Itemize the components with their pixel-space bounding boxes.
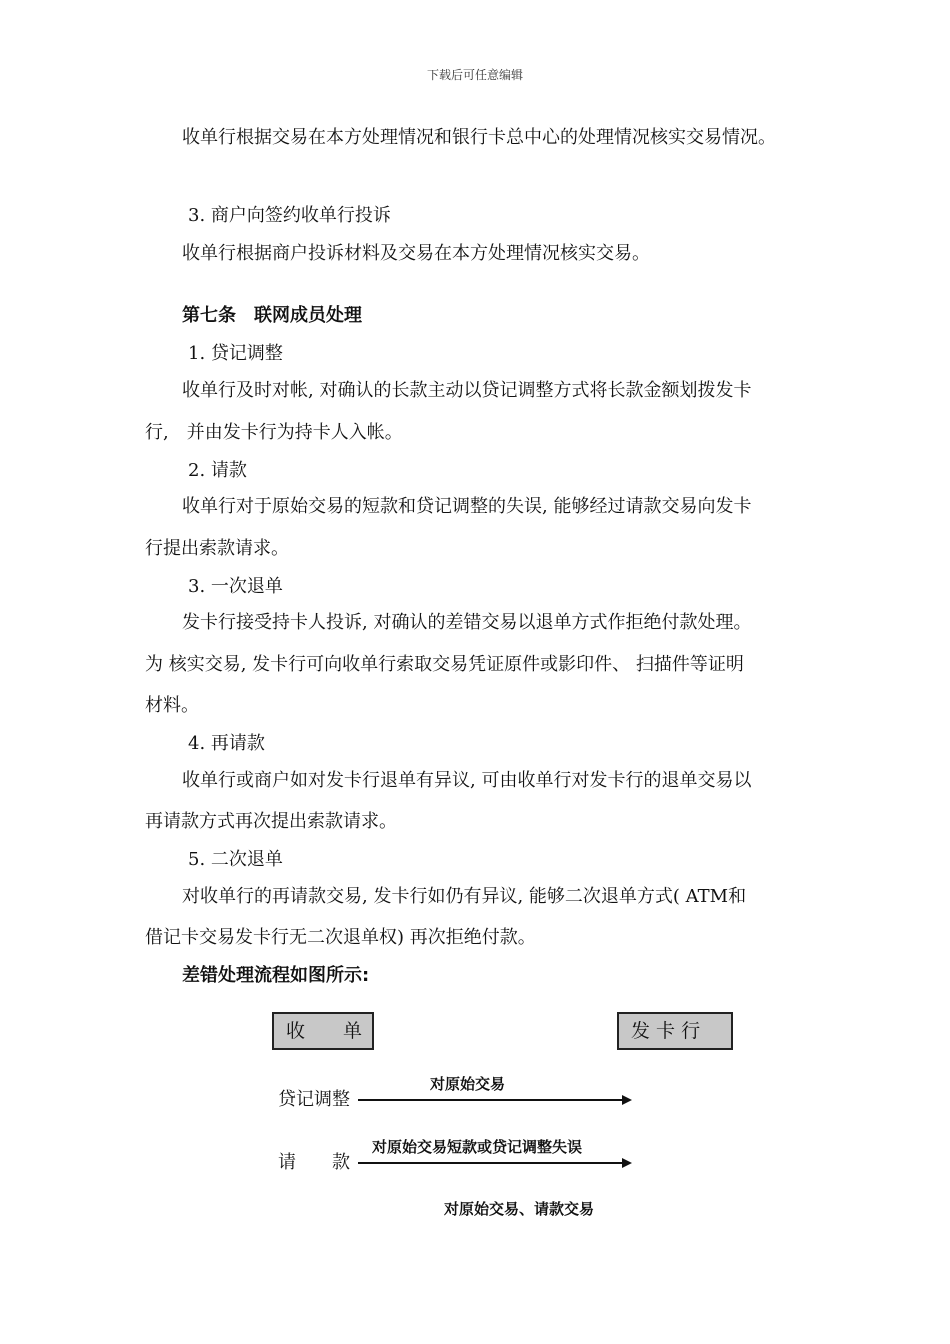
item-heading: 3. 一次退单: [188, 576, 283, 597]
page-header: 下载后可任意编辑: [426, 68, 523, 82]
flow-arrow-label: 对原始交易: [430, 1075, 506, 1093]
item-heading: 4. 再请款: [188, 733, 265, 754]
arrow-head-icon: [622, 1158, 632, 1168]
flow-arrow-line: [358, 1099, 624, 1101]
paragraph-line: 收单行对于原始交易的短款和贷记调整的失误, 能够经过请款交易向发卡: [182, 496, 752, 517]
paragraph-line: 发卡行接受持卡人投诉, 对确认的差错交易以退单方式作拒绝付款处理。: [182, 612, 752, 633]
paragraph-line: 收单行根据交易在本方处理情况和银行卡总中心的处理情况核实交易情况。: [182, 127, 776, 148]
item-heading: 2. 请款: [188, 460, 247, 481]
item-heading: 1. 贷记调整: [188, 343, 283, 364]
diagram-caption: 差错处理流程如图所示:: [182, 965, 370, 986]
flow-arrow-label: 对原始交易短款或贷记调整失误: [372, 1138, 583, 1156]
article-heading: 第七条 联网成员处理: [182, 305, 362, 326]
paragraph-line: 对收单行的再请款交易, 发卡行如仍有异议, 能够二次退单方式( ATM和: [182, 886, 747, 907]
paragraph-line: 收单行根据商户投诉材料及交易在本方处理情况核实交易。: [182, 243, 650, 264]
paragraph-line: 为 核实交易, 发卡行可向收单行索取交易凭证原件或影印件、 扫描件等证明: [145, 654, 744, 675]
flow-arrow-label: 对原始交易、请款交易: [444, 1200, 595, 1218]
item-heading: 3. 商户向签约收单行投诉: [188, 205, 391, 226]
paragraph-line: 材料。: [145, 695, 199, 716]
paragraph-line: 收单行及时对帐, 对确认的长款主动以贷记调整方式将长款金额划拨发卡: [182, 380, 752, 401]
issuer-box: 发 卡 行: [617, 1012, 733, 1050]
acquirer-box: 收 单: [272, 1012, 374, 1050]
paragraph-line: 行提出索款请求。: [145, 538, 289, 559]
paragraph-line: 行, 并由发卡行为持卡人入帐。: [145, 422, 403, 443]
flow-arrow-line: [358, 1162, 624, 1164]
paragraph-line: 再请款方式再次提出索款请求。: [145, 811, 397, 832]
paragraph-line: 收单行或商户如对发卡行退单有异议, 可由收单行对发卡行的退单交易以: [182, 770, 752, 791]
flow-row-label: 请 款: [278, 1152, 350, 1173]
paragraph-line: 借记卡交易发卡行无二次退单权) 再次拒绝付款。: [145, 927, 536, 948]
flow-row-label: 贷记调整: [278, 1089, 350, 1110]
item-heading: 5. 二次退单: [188, 849, 283, 870]
arrow-head-icon: [622, 1095, 632, 1105]
